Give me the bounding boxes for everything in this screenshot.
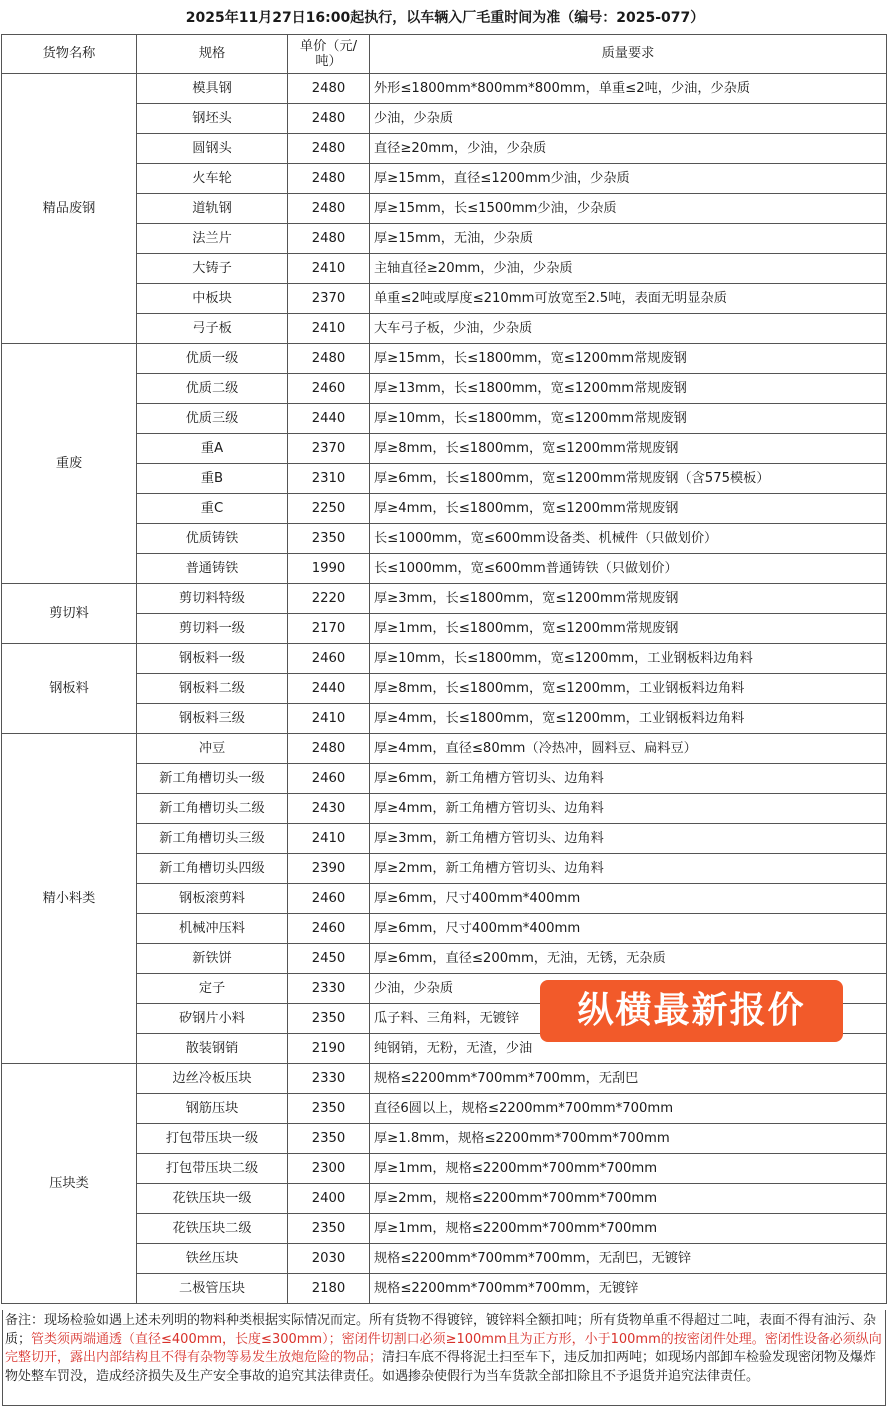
price-cell: 2460: [288, 644, 370, 674]
notes-part2: 管类须两端通透（直径≤400mm，长度≤300mm）；密闭件切割口必须≥100mm且为正方形，小于100mm的按密闭件处理。密闭性设备必须纵向完整切开，露出内部结构且不得有杂物等易发生放炮危险的物品；: [5, 1331, 882, 1366]
price-cell: 2350: [288, 1004, 370, 1034]
requirement-cell: 少油，少杂质: [370, 974, 887, 1004]
price-cell: 2410: [288, 824, 370, 854]
requirement-cell: 长≤1000mm，宽≤600mm普通铸铁（只做划价）: [370, 554, 887, 584]
price-cell: 2430: [288, 794, 370, 824]
spec-cell: 钢板滚剪料: [137, 884, 288, 914]
header-price-label: 单价（元/吨）: [299, 39, 358, 69]
spec-cell: 花铁压块二级: [137, 1214, 288, 1244]
spec-cell: 重B: [137, 464, 288, 494]
spec-cell: 圆钢头: [137, 134, 288, 164]
spec-cell: 重A: [137, 434, 288, 464]
requirement-cell: 厚≥3mm，长≤1800mm，宽≤1200mm常规废钢: [370, 584, 887, 614]
requirement-cell: 厚≥1mm，规格≤2200mm*700mm*700mm: [370, 1214, 887, 1244]
price-cell: 2350: [288, 1094, 370, 1124]
category-cell: 精品废钢: [2, 74, 137, 344]
header-requirement: 质量要求: [370, 35, 887, 74]
requirement-cell: 厚≥6mm，长≤1800mm，宽≤1200mm常规废钢（含575模板）: [370, 464, 887, 494]
requirement-cell: 厚≥4mm，长≤1800mm，宽≤1200mm常规废钢: [370, 494, 887, 524]
spec-cell: 钢板料二级: [137, 674, 288, 704]
price-table: [1, 34, 887, 1304]
spec-cell: 新工角槽切头四级: [137, 854, 288, 884]
price-cell: 2480: [288, 194, 370, 224]
requirement-cell: 厚≥3mm，新工角槽方管切头、边角料: [370, 824, 887, 854]
spec-cell: 花铁压块一级: [137, 1184, 288, 1214]
table-row: [2, 74, 887, 104]
price-cell: 2460: [288, 374, 370, 404]
requirement-cell: 厚≥6mm，新工角槽方管切头、边角料: [370, 764, 887, 794]
price-cell: 2480: [288, 164, 370, 194]
requirement-cell: 长≤1000mm，宽≤600mm设备类、机械件（只做划价）: [370, 524, 887, 554]
price-cell: 2480: [288, 104, 370, 134]
table-row: [2, 734, 887, 764]
requirement-cell: 外形≤1800mm*800mm*800mm，单重≤2吨，少油，少杂质: [370, 74, 887, 104]
requirement-cell: 厚≥10mm，长≤1800mm，宽≤1200mm，工业钢板料边角料: [370, 644, 887, 674]
requirement-cell: 大车弓子板，少油，少杂质: [370, 314, 887, 344]
spec-cell: 法兰片: [137, 224, 288, 254]
spec-cell: 剪切料一级: [137, 614, 288, 644]
requirement-cell: 规格≤2200mm*700mm*700mm，无镀锌: [370, 1274, 887, 1304]
requirement-cell: 厚≥6mm，尺寸400mm*400mm: [370, 884, 887, 914]
spec-cell: 重C: [137, 494, 288, 524]
header-category: 货物名称: [2, 35, 137, 74]
spec-cell: 打包带压块二级: [137, 1154, 288, 1184]
price-cell: 2220: [288, 584, 370, 614]
requirement-cell: 厚≥6mm，直径≤200mm，无油，无锈，无杂质: [370, 944, 887, 974]
price-cell: 2480: [288, 74, 370, 104]
price-cell: 2310: [288, 464, 370, 494]
category-cell: 精小料类: [2, 734, 137, 1064]
spec-cell: 新工角槽切头三级: [137, 824, 288, 854]
spec-cell: 道轨钢: [137, 194, 288, 224]
notes-part3: 清扫车底不得将泥土扫至车下，违反加扣两吨；如现场内部卸车检验发现密闭物及爆炸物处整车罚没，造成经济损失及生产安全事故的追究其法律责任。如遇掺杂使假行为当车货款全部扣除且不予退货并追究法律责任。: [5, 1350, 877, 1384]
price-cell: 2300: [288, 1154, 370, 1184]
table-row: [2, 644, 887, 674]
spec-cell: 优质三级: [137, 404, 288, 434]
price-cell: 2390: [288, 854, 370, 884]
requirement-cell: 厚≥15mm，长≤1800mm，宽≤1200mm常规废钢: [370, 344, 887, 374]
price-cell: 2410: [288, 254, 370, 284]
watermark-badge: 纵横最新报价: [540, 980, 843, 1042]
spec-cell: 机械冲压料: [137, 914, 288, 944]
spec-cell: 火车轮: [137, 164, 288, 194]
requirement-cell: 厚≥2mm，新工角槽方管切头、边角料: [370, 854, 887, 884]
price-cell: 2330: [288, 1064, 370, 1094]
price-cell: 2330: [288, 974, 370, 1004]
requirement-cell: 厚≥15mm，直径≤1200mm少油，少杂质: [370, 164, 887, 194]
price-cell: 2350: [288, 1214, 370, 1244]
table-row: [2, 584, 887, 614]
spec-cell: 剪切料特级: [137, 584, 288, 614]
price-cell: 2480: [288, 224, 370, 254]
requirement-cell: 厚≥4mm，长≤1800mm，宽≤1200mm，工业钢板料边角料: [370, 704, 887, 734]
price-cell: 2480: [288, 344, 370, 374]
notes-part1: 备注：现场检验如遇上述未列明的物料种类根据实际情况而定。所有货物不得镀锌，镀锌料全额扣吨；所有货物单重不得超过二吨，表面不得有油污、杂质；: [5, 1313, 877, 1347]
requirement-cell: 直径≥20mm，少油，少杂质: [370, 134, 887, 164]
notes: [2, 1310, 886, 1406]
spec-cell: 优质铸铁: [137, 524, 288, 554]
requirement-cell: 规格≤2200mm*700mm*700mm，无刮巴，无镀锌: [370, 1244, 887, 1274]
price-cell: 2460: [288, 764, 370, 794]
table-row: [2, 1064, 887, 1094]
requirement-cell: 规格≤2200mm*700mm*700mm，无刮巴: [370, 1064, 887, 1094]
spec-cell: 钢板料一级: [137, 644, 288, 674]
spec-cell: 边丝冷板压块: [137, 1064, 288, 1094]
header-spec: 规格: [137, 35, 288, 74]
table-row: [2, 344, 887, 374]
spec-cell: 新工角槽切头一级: [137, 764, 288, 794]
requirement-cell: 厚≥1mm，规格≤2200mm*700mm*700mm: [370, 1154, 887, 1184]
spec-cell: 模具钢: [137, 74, 288, 104]
spec-cell: 矽钢片小料: [137, 1004, 288, 1034]
price-cell: 2480: [288, 134, 370, 164]
requirement-cell: 厚≥6mm，尺寸400mm*400mm: [370, 914, 887, 944]
requirement-cell: 厚≥10mm，长≤1800mm，宽≤1200mm常规废钢: [370, 404, 887, 434]
table-body: [2, 74, 887, 1304]
spec-cell: 新铁饼: [137, 944, 288, 974]
requirement-cell: 厚≥8mm，长≤1800mm，宽≤1200mm常规废钢: [370, 434, 887, 464]
price-cell: 2180: [288, 1274, 370, 1304]
spec-cell: 冲豆: [137, 734, 288, 764]
price-cell: 2190: [288, 1034, 370, 1064]
spec-cell: 弓子板: [137, 314, 288, 344]
price-cell: 2370: [288, 284, 370, 314]
price-cell: 2450: [288, 944, 370, 974]
price-cell: 2410: [288, 704, 370, 734]
requirement-cell: 瓜子料、三角料，无镀锌: [370, 1004, 887, 1034]
requirement-cell: 厚≥2mm，规格≤2200mm*700mm*700mm: [370, 1184, 887, 1214]
category-cell: 压块类: [2, 1064, 137, 1304]
header-price: [288, 35, 370, 74]
requirement-cell: 厚≥8mm，长≤1800mm，宽≤1200mm，工业钢板料边角料: [370, 674, 887, 704]
requirement-cell: 厚≥13mm，长≤1800mm，宽≤1200mm常规废钢: [370, 374, 887, 404]
price-cell: 2370: [288, 434, 370, 464]
table-header-row: [2, 35, 887, 74]
price-cell: 2350: [288, 524, 370, 554]
price-cell: 2400: [288, 1184, 370, 1214]
spec-cell: 钢坯头: [137, 104, 288, 134]
price-cell: 2440: [288, 674, 370, 704]
spec-cell: 打包带压块一级: [137, 1124, 288, 1154]
spec-cell: 钢筋压块: [137, 1094, 288, 1124]
price-cell: 2170: [288, 614, 370, 644]
spec-cell: 优质一级: [137, 344, 288, 374]
requirement-cell: 厚≥4mm，新工角槽方管切头、边角料: [370, 794, 887, 824]
spec-cell: 定子: [137, 974, 288, 1004]
requirement-cell: 厚≥1.8mm，规格≤2200mm*700mm*700mm: [370, 1124, 887, 1154]
spec-cell: 普通铸铁: [137, 554, 288, 584]
requirement-cell: 纯钢销，无粉，无渣，少油: [370, 1034, 887, 1064]
price-cell: 2250: [288, 494, 370, 524]
spec-cell: 优质二级: [137, 374, 288, 404]
category-cell: 钢板料: [2, 644, 137, 734]
spec-cell: 钢板料三级: [137, 704, 288, 734]
spec-cell: 大铸子: [137, 254, 288, 284]
price-cell: 2480: [288, 734, 370, 764]
price-cell: 2350: [288, 1124, 370, 1154]
price-cell: 2410: [288, 314, 370, 344]
requirement-cell: 主轴直径≥20mm，少油，少杂质: [370, 254, 887, 284]
spec-cell: 新工角槽切头二级: [137, 794, 288, 824]
spec-cell: 二极管压块: [137, 1274, 288, 1304]
category-cell: 剪切料: [2, 584, 137, 644]
requirement-cell: 厚≥15mm，长≤1500mm少油，少杂质: [370, 194, 887, 224]
spec-cell: 铁丝压块: [137, 1244, 288, 1274]
requirement-cell: 厚≥4mm，直径≤80mm（冷热冲，圆料豆、扁料豆）: [370, 734, 887, 764]
price-cell: 1990: [288, 554, 370, 584]
requirement-cell: 单重≤2吨或厚度≤210mm可放宽至2.5吨，表面无明显杂质: [370, 284, 887, 314]
spec-cell: 散装钢销: [137, 1034, 288, 1064]
page-title: 2025年11月27日16:00起执行，以车辆入厂毛重时间为准（编号：2025-077）: [185, 10, 705, 26]
price-cell: 2030: [288, 1244, 370, 1274]
requirement-cell: 直径6圆以上，规格≤2200mm*700mm*700mm: [370, 1094, 887, 1124]
requirement-cell: 厚≥1mm，长≤1800mm，宽≤1200mm常规废钢: [370, 614, 887, 644]
price-cell: 2460: [288, 884, 370, 914]
requirement-cell: 厚≥15mm，无油，少杂质: [370, 224, 887, 254]
price-cell: 2460: [288, 914, 370, 944]
spec-cell: 中板块: [137, 284, 288, 314]
price-cell: 2440: [288, 404, 370, 434]
category-cell: 重废: [2, 344, 137, 584]
requirement-cell: 少油，少杂质: [370, 104, 887, 134]
